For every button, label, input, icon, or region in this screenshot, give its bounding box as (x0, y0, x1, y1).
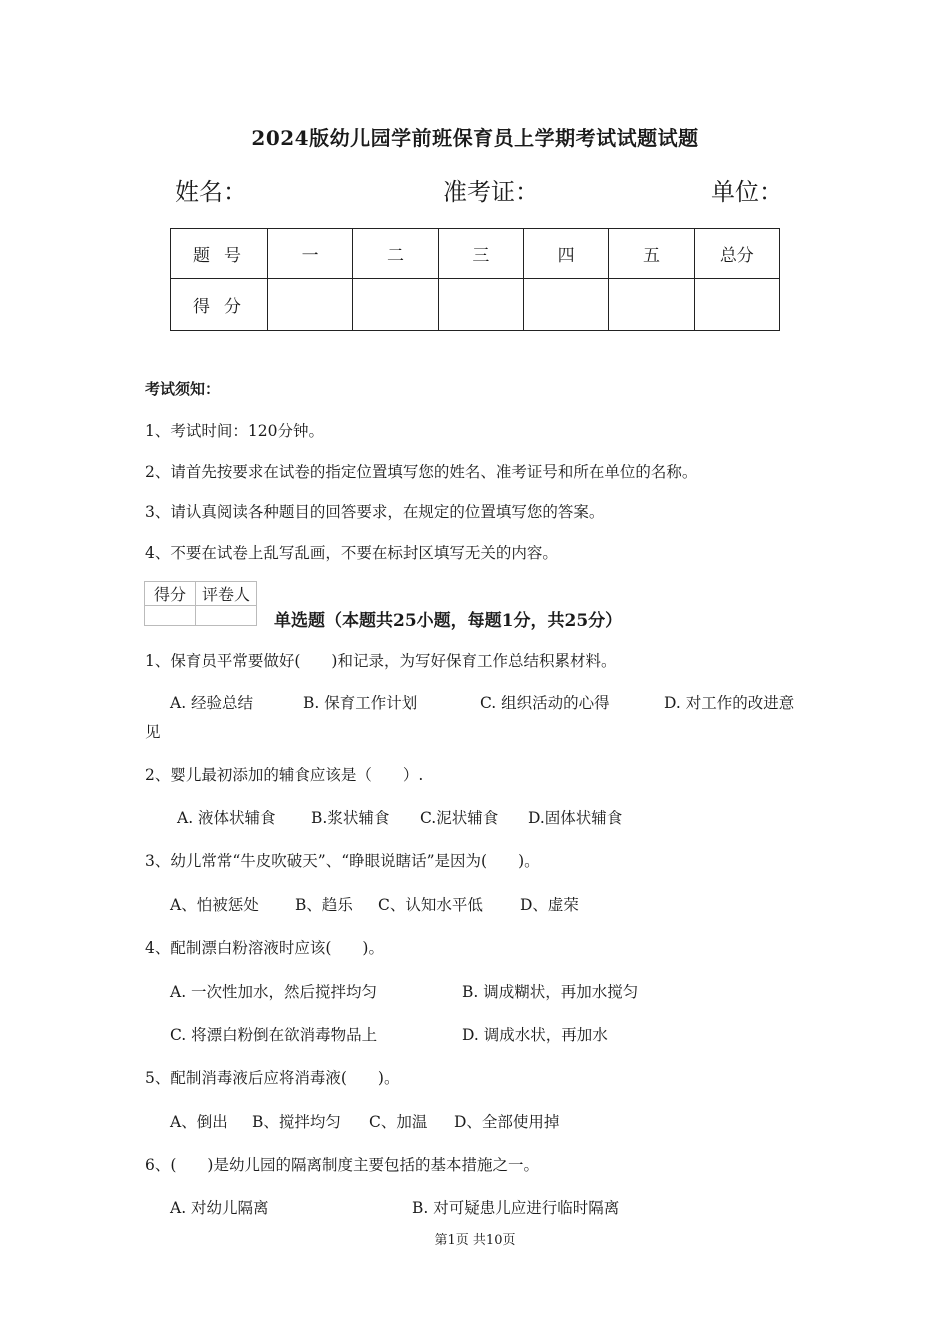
section-title: 单选题（本题共25小题，每题1分，共25分） (274, 611, 623, 631)
exam-number-label: 准考证： (443, 178, 539, 206)
score-cell-2[interactable] (353, 279, 438, 331)
unit-label: 单位： (711, 178, 783, 206)
question-stem: 1、保育员平常要做好( )和记录，为写好保育工作总结积累材料。 (145, 652, 617, 670)
option-a: A、倒出 (170, 1113, 228, 1131)
score-column-4: 四 (523, 229, 608, 279)
notice-heading: 考试须知： (145, 380, 221, 398)
option-b: B. 对可疑患儿应进行临时隔离 (412, 1199, 620, 1217)
option-a: A. 液体状辅食 (177, 809, 276, 827)
option-a: A. 经验总结 (170, 694, 254, 712)
option-b: B. 调成糊状，再加水搅匀 (462, 983, 639, 1001)
option-d-wrap: 见 (145, 723, 161, 741)
page-footer: 第1页 共10页 (434, 1233, 516, 1248)
option-a: A. 对幼儿隔离 (170, 1199, 269, 1217)
question-number-header: 题号 (171, 229, 268, 279)
option-b: B. 保育工作计划 (303, 694, 418, 712)
score-column-3: 三 (438, 229, 523, 279)
score-column-total: 总分 (694, 229, 779, 279)
option-b: B、趋乐 (295, 896, 353, 914)
option-c: C、加温 (369, 1113, 428, 1131)
grader-box (144, 581, 257, 626)
option-c: C. 组织活动的心得 (480, 694, 610, 712)
option-c: C. 将漂白粉倒在欲消毒物品上 (170, 1026, 378, 1044)
score-row-label: 得分 (171, 279, 268, 331)
score-cell-1[interactable] (268, 279, 353, 331)
notice-item: 2、请首先按要求在试卷的指定位置填写您的姓名、准考证号和所在单位的名称。 (145, 463, 698, 481)
score-table (170, 228, 780, 331)
score-column-5: 五 (609, 229, 694, 279)
option-d: D. 对工作的改进意 (664, 694, 795, 712)
option-d: D、虚荣 (520, 896, 579, 914)
option-b: B、搅拌均匀 (252, 1113, 341, 1131)
question-stem: 5、配制消毒液后应将消毒液( )。 (145, 1069, 400, 1087)
option-d: D、全部使用掉 (454, 1113, 560, 1131)
score-column-1: 一 (268, 229, 353, 279)
option-c: C.泥状辅食 (420, 809, 499, 827)
score-column-2: 二 (353, 229, 438, 279)
notice-item: 3、请认真阅读各种题目的回答要求，在规定的位置填写您的答案。 (145, 503, 605, 521)
question-stem: 6、( )是幼儿园的隔离制度主要包括的基本措施之一。 (145, 1156, 539, 1174)
notice-item: 4、不要在试卷上乱写乱画，不要在标封区填写无关的内容。 (145, 544, 558, 562)
score-table-score-row (171, 279, 780, 331)
score-cell-4[interactable] (523, 279, 608, 331)
question-stem: 3、幼儿常常“牛皮吹破天”、“睁眼说瞎话”是因为( )。 (145, 852, 540, 870)
option-d: D.固体状辅食 (528, 809, 623, 827)
score-cell-3[interactable] (438, 279, 523, 331)
grader-score-label: 得分 (145, 582, 196, 606)
grader-score-cell[interactable] (145, 606, 196, 626)
score-cell-5[interactable] (609, 279, 694, 331)
score-cell-total[interactable] (694, 279, 779, 331)
question-stem: 4、配制漂白粉溶液时应该( )。 (145, 939, 384, 957)
option-d: D. 调成水状，再加水 (462, 1026, 608, 1044)
grader-name-label: 评卷人 (196, 582, 257, 606)
question-stem: 2、婴儿最初添加的辅食应该是（ ）. (145, 766, 424, 784)
score-table-header-row (171, 229, 780, 279)
option-a: A、怕被惩处 (170, 896, 259, 914)
option-b: B.浆状辅食 (311, 809, 390, 827)
notice-item: 1、考试时间：120分钟。 (145, 422, 324, 440)
option-c: C、认知水平低 (378, 896, 483, 914)
page-title: 2024版幼儿园学前班保育员上学期考试试题试题 (251, 126, 699, 150)
option-a: A. 一次性加水，然后搅拌均匀 (170, 983, 378, 1001)
name-label: 姓名： (175, 178, 247, 206)
grader-name-cell[interactable] (196, 606, 257, 626)
